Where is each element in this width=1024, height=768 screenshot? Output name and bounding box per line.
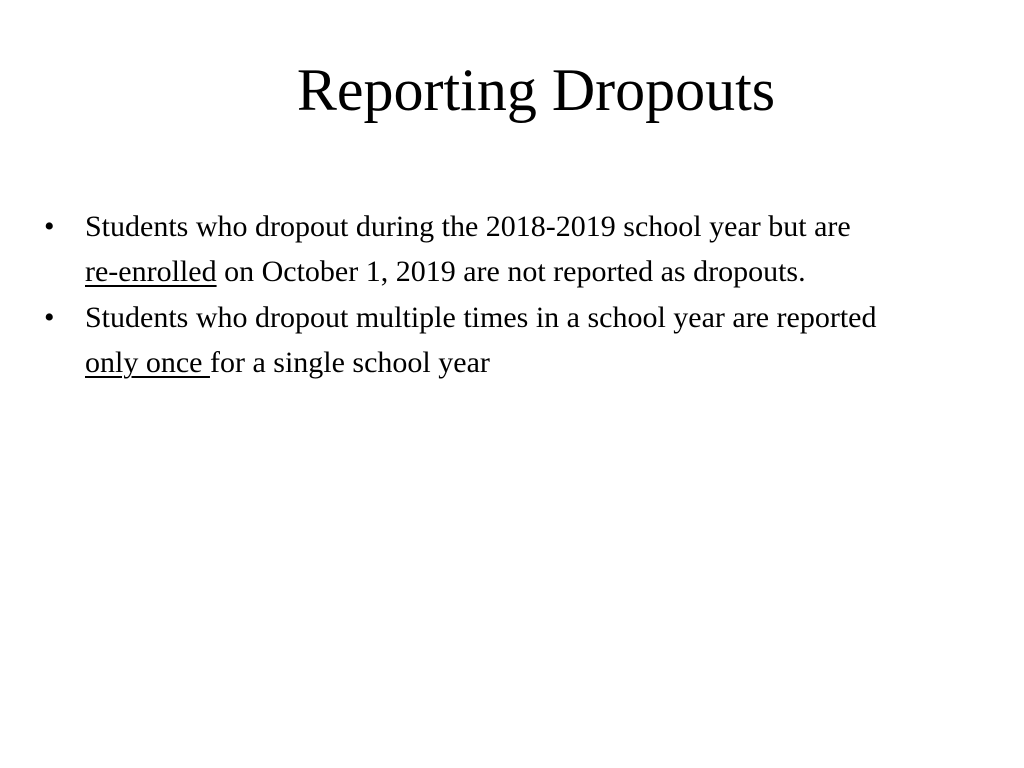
slide-title: Reporting Dropouts — [296, 57, 776, 123]
bullet-text-emphasis: re-enrolled — [85, 255, 217, 288]
bullet-text-after: on October 1, 2019 are not reported as dropouts. — [216, 255, 806, 288]
bullet-text-before: Students who dropout during the 2018-2019 school year but are — [85, 210, 851, 243]
bullet-text-after: for a single school year — [209, 346, 490, 379]
bullet-icon: • — [44, 210, 55, 243]
bullet-item-reenrolled — [44, 204, 974, 294]
bullet-list — [44, 204, 974, 385]
bullet-item-multiple-dropouts — [44, 295, 974, 385]
bullet-text-before: Students who dropout multiple times in a school year are reported — [85, 301, 877, 334]
bullet-text-emphasis: only once — [85, 346, 210, 379]
bullet-icon: • — [44, 301, 55, 334]
